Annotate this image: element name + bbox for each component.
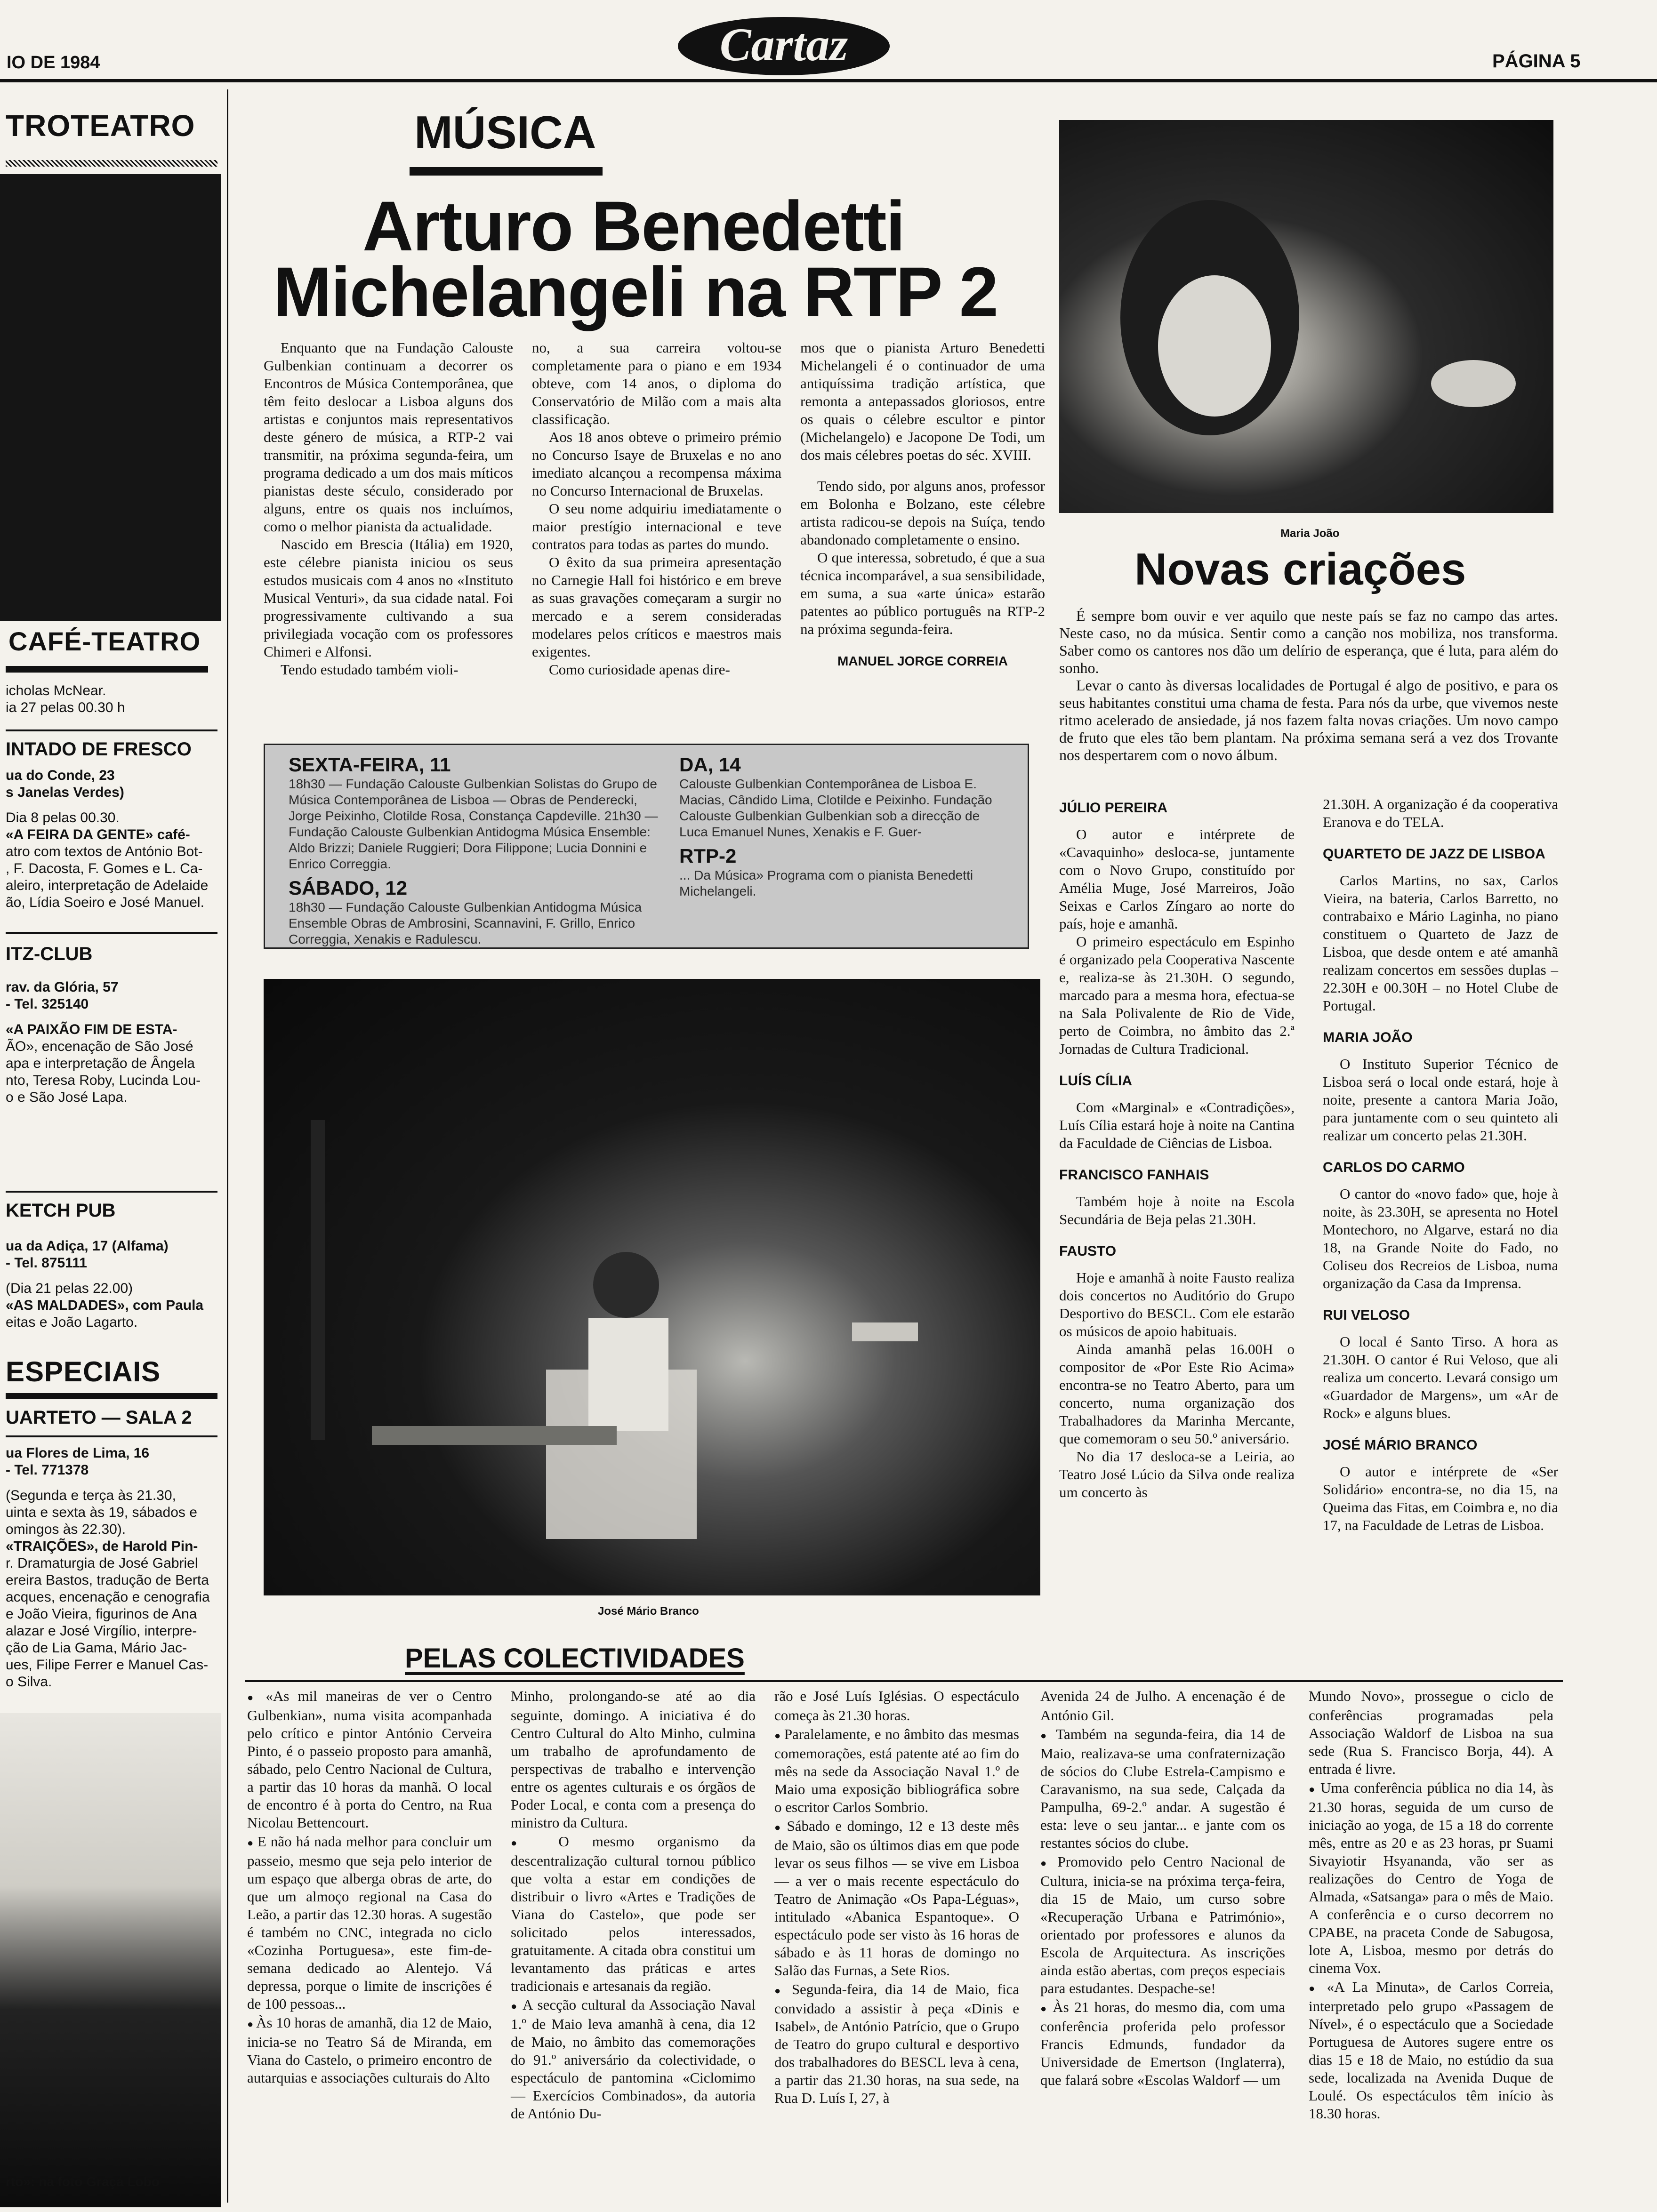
especiais-heading: ESPECIAIS — [6, 1356, 161, 1387]
novas-col-a — [1059, 795, 1295, 1501]
schedule-text: 18h30 — Fundação Calouste Gulbenkian Solistas do Grupo de Música Contemporânea de Lisboa — Obras de Penderecki, Jorge Peixinho, Clotilde Rosa, Constança Capdeville. 21h30 — Fundação Calouste Gulbenkian Antidogma Música Ensemble: Aldo Brizzi; Daniele Ruggieri; Dora Filippone; Lucia Donnini e Enrico Correggia. — [289, 777, 658, 871]
sketch-line: eitas e João Lagarto. — [6, 1314, 138, 1330]
paragraph: O cantor do «novo fado» que, hoje à noite, às 23.30H, se apresenta no Hotel Montechoro, no Algarve, estará no dia 18, na Grande Noite do Fado, no Coliseu dos Recreios de Lisboa, numa organização da Casa da Imprensa. — [1323, 1186, 1558, 1291]
stage-silhouette — [264, 979, 1040, 1595]
article-col-2 — [532, 339, 781, 679]
pintado-text — [6, 809, 222, 911]
portrait-shape — [1059, 120, 1553, 513]
divider-3 — [6, 1191, 217, 1193]
novas-subheading: JOSÉ MÁRIO BRANCO — [1323, 1437, 1478, 1453]
paragraph: O primeiro espectáculo em Espinho é organizado pela Cooperativa Nascente e, realiza-se às 21.30H. O segundo, marcado para a mesma hora, efectua-se na Sala Polivalente de Rio de Vide, perto de Coimbra, no âmbito das 2.ª Jornadas de Cultura Tradicional. — [1059, 933, 1295, 1057]
paragraph: Tendo sido, por alguns anos, professor em Bolonha e Bolzano, este célebre artista radicou-se depois na Suíça, tendo abandonado completamente o ensino. — [800, 478, 1045, 548]
schedule-right — [679, 753, 1009, 899]
cafe-teatro-text — [6, 682, 222, 716]
pintado-address — [6, 767, 124, 801]
sketch-address — [6, 1238, 169, 1272]
bullet-item: ● Sábado e domingo, 12 e 13 deste mês de Maio, são os últimos dias em que pode levar os seus filhos — se vive em Lisboa — a ver o mais recente espectáculo do Teatro de Animação «Os Papa-Léguas», intitulado «Abanica Espantoque». O espectáculo pode ser visto às 16 horas de sábado e às 11 horas de domingo no Salão das Furnas, a Sete Rios. — [774, 1817, 1019, 1980]
ritz-line: nto, Teresa Roby, Lucinda Lou- — [6, 1073, 201, 1088]
paragraph: O autor e intérprete de «Cavaquinho» desloca-se, juntamente com o Novo Grupo, constituído por Amélia Muge, José Marreiros, João Seixas e Carlos Zíngaro ao norte do país, hoje e amanhã. — [1059, 826, 1295, 932]
article-title-line-2: Michelangeli na RTP 2 — [273, 252, 998, 331]
novas-subheading: MARIA JOÃO — [1323, 1030, 1413, 1045]
colectividades-title: PELAS COLECTIVIDADES — [405, 1643, 745, 1674]
article-title-line-1: Arturo Benedetti — [362, 186, 905, 265]
paragraph: Enquanto que na Fundação Calouste Gulbenkian continuam a decorrer os Encontros de Música Contemporânea, que têm feito deslocar a Lisboa alguns dos artistas e conjuntos mais representativos deste género de música, a RTP-2 vai transmitir, na próxima segunda-feira, um programa dedicado a um dos mais míticos pianistas deste século, considerado por alguns, entre os quais nos incluímos, como o melhor pianista da actualidade. — [264, 339, 513, 535]
pintado-line: aleiro, interpretação de Adelaide — [6, 878, 209, 893]
quarteto-line: e João Vieira, figurinos de Ana — [6, 1606, 197, 1622]
logo-shape — [676, 9, 892, 80]
pintado-line: «A FEIRA DA GENTE» café- — [6, 827, 190, 842]
quarteto-line: o Silva. — [6, 1674, 52, 1690]
bullet-item: ● Às 10 horas de amanhã, dia 12 de Maio, inicia-se no Teatro Sá de Miranda, em Viana do Castelo, o primeiro encontro de autarquias e associações culturais do Alto — [247, 2014, 492, 2087]
ritz-addr-2: - Tel. 325140 — [6, 996, 89, 1012]
text-item: rão e José Luís Iglésias. O espectáculo começa às 21.30 horas. — [774, 1688, 1019, 1723]
sketch-text — [6, 1280, 222, 1331]
paragraph: Ainda amanhã pelas 16.00H o compositor de «Por Este Rio Acima» encontra-se no Teatro Aberto, para um concerto, numa organização dos Trabalhadores da Marinha Mercante, que comemoram o seu 50.º aniversário. — [1059, 1341, 1295, 1447]
paragraph: Hoje e amanhã à noite Fausto realiza dois concertos no Auditório do Grupo Desportivo do BESCL. Com ele estarão os músicos de apoio habituais. — [1059, 1269, 1295, 1339]
paragraph: Carlos Martins, no sax, Carlos Vieira, na bateria, Carlos Barretto, no contrabaixo e Mário Laginha, no piano constituem o Quarteto de Jazz de Lisboa, que desde ontem e até amanhã realizam concertos em sessões duplas – 22.30H e 00.30H – no Hotel Clube de Portugal. — [1323, 872, 1558, 1014]
colectividades-col-1 — [247, 1687, 492, 2088]
colectividades-col-2 — [511, 1687, 756, 2124]
graca-lobo-photo — [0, 1713, 221, 2207]
text-item: Mundo Novo», prossegue o ciclo de conferências programadas pela Associação Waldorf de Lisboa na sua sede (Rua S. Francisco Borja, 44). A entrada é livre. — [1309, 1688, 1553, 1777]
cafe-teatro-heading: CAFÉ-TEATRO — [8, 626, 201, 656]
sidebar — [0, 89, 226, 2207]
ritz-line: ÃO», encenação de São José — [6, 1039, 193, 1054]
paragraph: 21.30H. A organização é da cooperativa Eranova e do TELA. — [1323, 796, 1558, 830]
quarteto-line: ereira Bastos, tradução de Berta — [6, 1572, 209, 1588]
bullet-item: ● A secção cultural da Associação Naval 1.º de Maio leva amanhã à cena, dia 12 de Maio, no âmbito das comemorações do 91.º aniversário da colectividade, o espectáculo de pantomina «Ciclomimo — Exercícios Combinados», da autoria de António Du- — [511, 1996, 756, 2123]
sketch-line: «AS MALDADES», com Paula — [6, 1298, 204, 1313]
cafe-line-2: ia 27 pelas 00.30 h — [6, 700, 125, 715]
bullet-item: ● «A La Minuta», de Carlos Correia, interpretado pelo grupo «Passagem de Nível», é o espectáculo que a Sociedade Portuguesa de Autores sugere entre os dias 15 e 18 de Maio, no estúdio da sua sede, localizada na Avenida Duque de Loulé. Os espectáculos têm início às 18.30 horas. — [1309, 1978, 1553, 2123]
quarteto-line: ues, Filipe Ferrer e Manuel Cas- — [6, 1657, 209, 1673]
paragraph: É sempre bom ouvir e ver aquilo que neste país se faz no campo das artes. Neste caso, no da música. Sentir como a canção nos mobiliza, nos transforma. Saber como os cantores nos dão um delírio de esperança, que é luta, para além do sonho. — [1059, 607, 1558, 676]
novas-subheading: JÚLIO PEREIRA — [1059, 800, 1168, 816]
bullet-item: ● Promovido pelo Centro Nacional de Cultura, inicia-se na próxima terça-feira, dia 15 de Maio, um curso sobre «Recuperação Urbana e Património», orientado por professores e alunos da Escola de Arquitectura. As inscrições ainda estão abertas, com preços especiais para estudantes. Despache-se! — [1040, 1853, 1285, 1997]
pintado-line: atro com textos de António Bot- — [6, 844, 203, 859]
colectividades-col-3 — [774, 1687, 1019, 2108]
pintado-heading: INTADO DE FRESCO — [6, 739, 192, 760]
divider-1 — [6, 729, 217, 731]
novas-subheading: FAUSTO — [1059, 1243, 1117, 1259]
jose-mario-branco-photo — [264, 979, 1040, 1595]
novas-subheading: LUÍS CÍLIA — [1059, 1073, 1132, 1089]
ritz-line: apa e interpretação de Ângela — [6, 1056, 195, 1071]
paragraph: Aos 18 anos obteve o primeiro prémio no Concurso Isaye de Bruxelas e no ano imediato alcançou a recompensa máxima no Concurso Internacional de Bruxelas. — [532, 429, 781, 499]
schedule-day: SEXTA-FEIRA, 11 — [289, 753, 451, 776]
ritz-heading: ITZ-CLUB — [6, 944, 93, 964]
hatched-rule — [6, 160, 217, 167]
sidebar-photo — [0, 174, 221, 621]
schedule-day: RTP-2 — [679, 845, 737, 867]
schedule-box — [264, 744, 1029, 949]
ritz-address — [6, 979, 119, 1013]
schedule-left — [289, 753, 665, 947]
paragraph: Como curiosidade apenas dire- — [549, 661, 730, 678]
novas-col-b — [1323, 795, 1558, 1534]
quarteto-line: acques, encenação e cenografia — [6, 1589, 210, 1605]
bullet-item: ● Às 21 horas, do mesmo dia, com uma conferência proferida pelo professor Francis Edmunds, fundador da Universidade de Emertson (Inglaterra), que falará sobre «Escolas Waldorf — um — [1040, 1998, 1285, 2089]
bullet-item: ● E não há nada melhor para concluir um passeio, mesmo que seja pelo interior de um espaço que alberga obras de arte, do que um almoço regional na Casa do Leão, a partir das 12.30 horas. A sugestão é também no CNC, integrada no ciclo «Cozinha Portuguesa», este fim-de-semana dedicado ao Alentejo. Vá depressa, porque o limite de inscrições é de 100 pessoas... — [247, 1833, 492, 2013]
paragraph: O que interessa, sobretudo, é que a sua técnica incomparável, a sua sensibilidade, em suma, a sua «arte única» estarão patentes ao público português na RTP-2 na próxima segunda-feira. — [800, 549, 1045, 637]
sketch-addr-1: ua da Adiça, 17 (Alfama) — [6, 1238, 169, 1254]
divider-2 — [6, 932, 217, 934]
schedule-day: DA, 14 — [679, 753, 741, 776]
schedule-text: ... Da Música» Programa com o pianista Benedetti Michelangeli. — [679, 868, 973, 898]
quarteto-line: «TRAIÇÕES», de Harold Pin- — [6, 1539, 198, 1554]
pintado-addr-1: ua do Conde, 23 — [6, 768, 115, 783]
schedule-text: 18h30 — Fundação Calouste Gulbenkian Antidogma Música Ensemble Obras de Ambrosini, Scannavini, F. Grillo, Enrico Correggia, Xenakis e Radulescu. — [289, 900, 642, 946]
issue-date: IO DE 1984 — [7, 53, 100, 72]
sketch-heading: KETCH PUB — [6, 1200, 116, 1221]
paragraph: No dia 17 desloca-se a Leiria, ao Teatro José Lúcio da Silva onde realiza um concerto às — [1059, 1448, 1295, 1500]
microteatro-heading: TROTEATRO — [6, 109, 195, 143]
quarteto-addr-1: ua Flores de Lima, 16 — [6, 1445, 150, 1461]
quarteto-address — [6, 1445, 149, 1479]
bullet-item: ● Paralelamente, e no âmbito das mesmas comemorações, está patente até ao fim do mês na sede da Associação Naval 1.º de Maio uma exposição bibliográfica sobre o escritor Carlos Sombrio. — [774, 1725, 1019, 1816]
sketch-addr-2: - Tel. 875111 — [6, 1255, 87, 1271]
novas-intro — [1059, 607, 1558, 764]
quarteto-addr-2: - Tel. 771378 — [6, 1462, 89, 1478]
bullet-item: ● «As mil maneiras de ver o Centro Gulbenkian», numa visita acompanhada pelo crítico e pintor António Cerveira Pinto, é o passeio proposto para amanhã, sábado, pelo Centro Nacional de Cultura, a partir das 10 horas da manhã. O local de encontro é à porta do Centro, na Rua Nicolau Bettencourt. — [247, 1687, 492, 1832]
ritz-addr-1: rav. da Glória, 57 — [6, 979, 119, 995]
quarteto-line: uinta e sexta às 19, sábados e — [6, 1505, 197, 1520]
bullet-item: ● Também na segunda-feira, dia 14 de Maio, realizava-se uma confraternização de sócios do Clube Estrela-Campismo e Caravanismo, na sua sede, Calçada da Pampulha, 69-2.º andar. A sugestão é esta: leve o seu jantar... e jante com os restantes sócios do clube. — [1040, 1725, 1285, 1852]
byline: MANUEL JORGE CORREIA — [837, 654, 1008, 668]
pintado-line: ão, Lídia Soeiro e José Manuel. — [6, 895, 204, 910]
quarteto-line: r. Dramaturgia de José Gabriel — [6, 1555, 198, 1571]
sketch-line: (Dia 21 pelas 22.00) — [6, 1281, 133, 1296]
paragraph: O local é Santo Tirso. A hora as 21.30H. O cantor é Rui Veloso, que ali realiza um concerto. Levará consigo um «Guardador de Margens», um «Ar de Rock» e alguns blues. — [1323, 1333, 1558, 1421]
especiais-rule — [6, 1393, 217, 1399]
quarteto-heading: UARTETO — SALA 2 — [6, 1407, 192, 1428]
pintado-addr-2: s Janelas Verdes) — [6, 785, 124, 800]
logo-text: Cartaz — [719, 18, 848, 71]
quarteto-rule — [6, 1435, 217, 1437]
quarteto-line: alazar e José Virgílio, interpre- — [6, 1623, 197, 1639]
paragraph: Nascido em Brescia (Itália) em 1920, este célebre pianista iniciou os seus estudos musicais com 4 anos no «Instituto Musical Venturi», da sua cidade natal. Foi progressivamente cultivando a sua privilegiada vocação com os professores Chimeri e Alfonsi. — [264, 536, 513, 660]
quarteto-line: omingos às 22.30). — [6, 1522, 126, 1537]
bullet-item: ● Segunda-feira, dia 14 de Maio, fica convidado a assistir à peça «Dinis e Isabel», de António Patrício, que o Grupo de Teatro do grupo cultural e desportivo dos trabalhadores do BESCL leva à cena, a partir das 21.30 horas, na sua sede, na Rua D. Luís I, 27, à — [774, 1980, 1019, 2107]
quarteto-line: ção de Lia Gama, Mário Jac- — [6, 1640, 187, 1656]
bullet-item: ● Uma conferência pública no dia 14, às 21.30 horas, seguida de um curso de iniciação ao yoga, de 15 a 18 do corrente mês, entre as 20 e as 23 horas, pr Suami Sivayiotir Hsyananda, vão ser as realizações do Centro de Yoga de Almada, «Satsanga» para o mês de Maio. A conferência e o curso decorrem no CPABE, na praceta Conde de Sabugosa, lote A, Lisboa, mesmo por detrás do cinema Vox. — [1309, 1779, 1553, 1977]
colectividades-col-5 — [1309, 1687, 1553, 2124]
schedule-day: SÁBADO, 12 — [289, 877, 408, 899]
header-rule — [0, 79, 1657, 82]
paragraph: O êxito da sua primeira apresentação no Carnegie Hall foi histórico e em breve as suas gravações começaram a surgir no mercado e a serem consideradas modelares pelos críticos e maestros mais exigentes. — [532, 554, 781, 660]
novas-subheading: QUARTETO DE JAZZ DE LISBOA — [1323, 846, 1545, 862]
novas-subheading: FRANCISCO FANHAIS — [1059, 1167, 1209, 1183]
page-number: PÁGINA 5 — [1492, 51, 1581, 72]
colectividades-rule — [245, 1680, 1563, 1682]
colectividades-col-4 — [1040, 1687, 1285, 2090]
paragraph: O seu nome adquiriu imediatamente o maior prestígio internacional e teve contratos para todas as partes do mundo. — [532, 500, 781, 553]
article-col-3 — [800, 339, 1045, 670]
novas-subheading: CARLOS DO CARMO — [1323, 1160, 1465, 1175]
paragraph: O autor e intérprete de «Ser Solidário» encontra-se, no dia 15, na Queima das Fitas, em Coimbra e, no dia 17, na Faculdade de Letras de Lisboa. — [1323, 1463, 1558, 1533]
graca-lobo-caption: rto»: na foto Graça Lobo — [6, 2174, 160, 2189]
cafe-teatro-rule — [6, 666, 208, 673]
schedule-text: Calouste Gulbenkian Contemporânea de Lisboa E. Macias, Cândido Lima, Clotilde e Peixinho. Fundação Calouste Gulbenkian Gulbenkian sob a direcção de Luca Emanuel Nunes, Xenakis e F. Guer- — [679, 777, 992, 839]
section-underline — [410, 167, 603, 176]
novas-subheading: RUI VELOSO — [1323, 1307, 1410, 1323]
maria-joao-photo — [1059, 120, 1553, 513]
paragraph: Levar o canto às diversas localidades de Portugal é algo de positivo, e para os seus habitantes constitui uma chama de festa. Para nós da urbe, que vivemos neste ritmo acelerado de ansiedade, já nos fazem falta novas criações. Um novo campo de fruto que eles tão bem plantam. Na próxima semana será a vez dos Trovante nos despertarem com o novo álbum. — [1059, 677, 1558, 763]
sidebar-separator — [227, 89, 228, 2203]
novas-criacoes-title: Novas criações — [1134, 544, 1466, 594]
paragraph: O Instituto Superior Técnico de Lisboa será o local onde estará, hoje à noite, presente a cantora Maria João, para juntamente com o seu quinteto ali realizar um concerto pelas 21.30H. — [1323, 1056, 1558, 1144]
text-item: Avenida 24 de Julho. A encenação é de António Gil. — [1040, 1688, 1285, 1723]
paragraph: Também hoje à noite na Escola Secundária de Beja pelas 21.30H. — [1059, 1193, 1295, 1227]
maria-joao-caption: Maria João — [1280, 527, 1340, 540]
ritz-line: «A PAIXÃO FIM DE ESTA- — [6, 1022, 177, 1037]
quarteto-text — [6, 1487, 222, 1691]
cafe-line-1: icholas McNear. — [6, 683, 106, 698]
paragraph: Com «Marginal» e «Contradições», Luís Cília estará hoje à noite na Cantina da Faculdade de Ciências de Lisboa. — [1059, 1099, 1295, 1151]
text-item: Minho, prolongando-se até ao dia seguinte, domingo. A iniciativa é do Centro Cultural do Alto Minho, culmina um trabalho de aprofundamento de perspectivas de trabalho e intervenção entre os agentes culturais e os órgãos de Poder Local, e conta com a presença do ministro da Cultura. — [511, 1688, 756, 1831]
section-label: MÚSICA — [414, 106, 596, 158]
ritz-line: o e São José Lapa. — [6, 1090, 128, 1105]
bullet-item: ● O mesmo organismo da descentralização cultural tornou público que volta a estar em condições de distribuir o livro «Artes e Tradições de Viana do Castelo», que pode ser solicitado pelos interessados, gratuitamente. A citada obra constitui um levantamento das práticas e artes tradicionais e artesanais da região. — [511, 1833, 756, 1995]
quarteto-line: (Segunda e terça às 21.30, — [6, 1488, 176, 1503]
paragraph: Tendo estudado também violi- — [281, 661, 458, 678]
pintado-line: , F. Dacosta, F. Gomes e L. Ca- — [6, 861, 203, 876]
pintado-line: Dia 8 pelas 00.30. — [6, 810, 120, 825]
ritz-text — [6, 1021, 222, 1106]
article-col-1 — [264, 339, 513, 679]
paragraph: no, a sua carreira voltou-se completamente para o piano e em 1934 obteve, com 14 anos, o diploma do Conservatório de Milão com a mais alta classificação. — [532, 339, 781, 427]
paragraph: mos que o pianista Arturo Benedetti Michelangeli é o continuador de uma antiquíssima tradição artística, que remonta a antepassados gloriosos, entre os quais o célebre escultor e pintor (Michelangelo) e Jacopone De Todi, um dos mais célebres poetas do séc. XVIII. — [800, 339, 1045, 463]
cartaz-logo — [676, 9, 892, 80]
jose-mario-branco-caption: José Mário Branco — [598, 1605, 699, 1618]
